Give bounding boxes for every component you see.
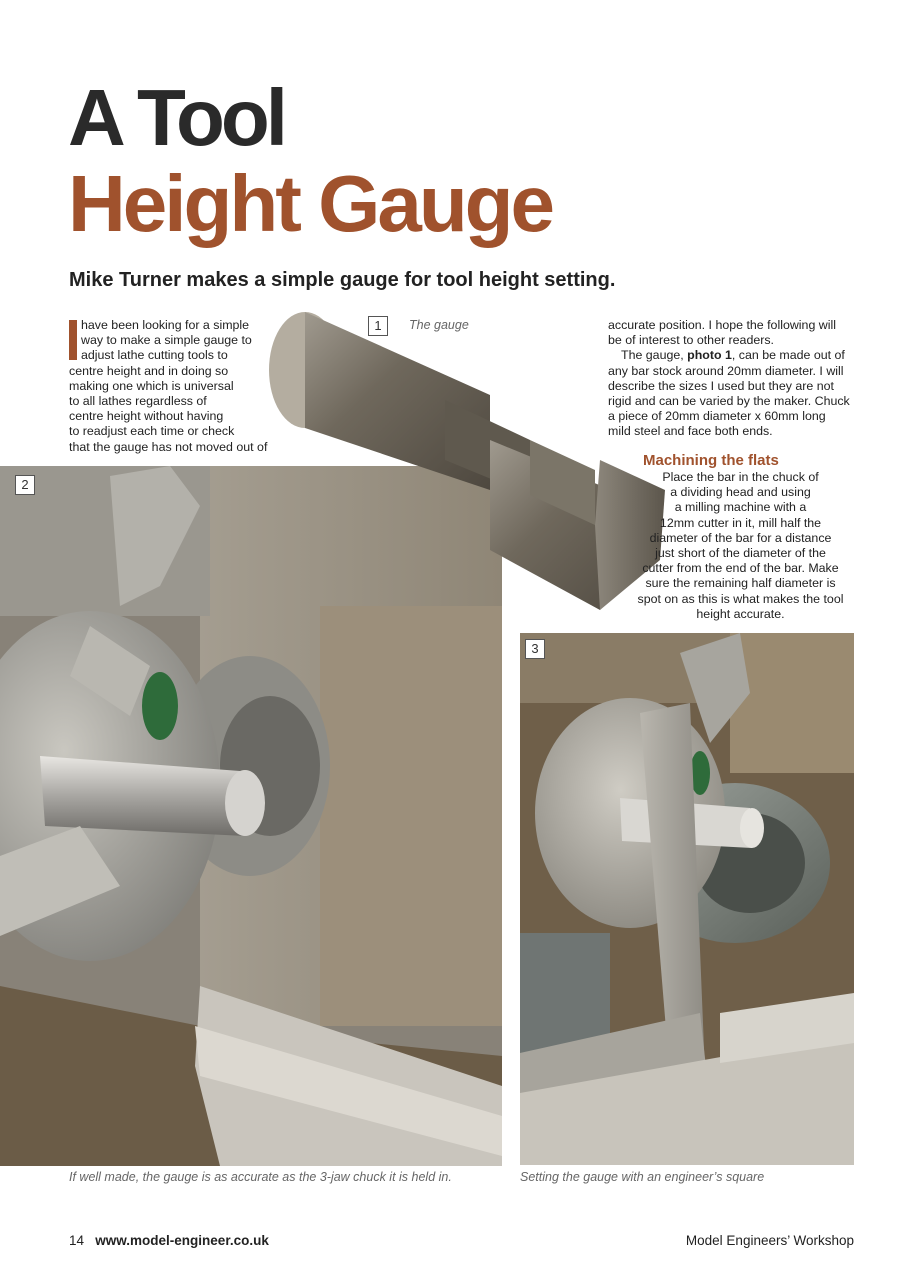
photo-engineers-square bbox=[520, 633, 854, 1165]
body-text: The gauge, bbox=[621, 348, 688, 363]
body-line: any bar stock around 20mm diameter. I will bbox=[608, 363, 844, 378]
photo-2-caption: If well made, the gauge is as accurate as the 3-jaw chuck it is held in. bbox=[69, 1170, 452, 1184]
title-line-1: A Tool bbox=[68, 73, 284, 162]
machining-line: Place the bar in the chuck of bbox=[662, 470, 819, 484]
body-line: accurate position. I hope the following will bbox=[608, 318, 836, 332]
footer-left bbox=[69, 1233, 269, 1248]
intro-line: centre height and in doing so bbox=[69, 363, 229, 378]
intro-line: making one which is universal bbox=[69, 378, 234, 393]
photo-2-number: 2 bbox=[15, 475, 35, 495]
photo-3-number: 3 bbox=[525, 639, 545, 659]
body-line: a piece of 20mm diameter x 60mm long bbox=[608, 409, 826, 424]
photo-1-number: 1 bbox=[368, 316, 388, 336]
intro-column bbox=[69, 318, 284, 455]
body-line: rigid and can be varied by the maker. Chuck bbox=[608, 394, 850, 409]
body-line-photo-ref bbox=[608, 348, 858, 363]
drop-cap bbox=[69, 320, 77, 360]
photo-reference: photo 1 bbox=[687, 348, 732, 363]
photo-3-caption: Setting the gauge with an engineer’s square bbox=[520, 1170, 765, 1184]
machining-line: height accurate. bbox=[696, 606, 785, 621]
footer-website: www.model-engineer.co.uk bbox=[95, 1233, 269, 1248]
machining-line: a dividing head and using bbox=[670, 485, 811, 500]
machining-line: diameter of the bar for a distance bbox=[649, 530, 832, 545]
intro-line: centre height without having bbox=[69, 409, 224, 424]
machining-text bbox=[623, 470, 858, 622]
page-number: 14 bbox=[69, 1233, 85, 1248]
machining-line: cutter from the end of the bar. Make bbox=[642, 561, 839, 576]
footer-magazine: Model Engineers’ Workshop bbox=[685, 1233, 854, 1248]
right-column bbox=[608, 318, 858, 440]
photo-3-illustration bbox=[520, 633, 854, 1165]
photo-1-caption: The gauge bbox=[409, 318, 469, 332]
body-line: mild steel and face both ends. bbox=[608, 424, 773, 439]
body-line: describe the sizes I used but they are not bbox=[608, 378, 834, 393]
body-line: be of interest to other readers. bbox=[608, 333, 774, 348]
intro-line: adjust lathe cutting tools to bbox=[81, 348, 228, 363]
title-line-2: Height Gauge bbox=[68, 159, 553, 248]
intro-line: have been looking for a simple bbox=[81, 318, 250, 332]
intro-line: that the gauge has not moved out of bbox=[69, 439, 268, 454]
body-text: , can be made out of bbox=[731, 348, 845, 363]
machining-line: 12mm cutter in it, mill half the bbox=[659, 515, 822, 530]
subtitle: Mike Turner makes a simple gauge for tool height setting. bbox=[69, 269, 616, 291]
intro-line: way to make a simple gauge to bbox=[81, 333, 252, 348]
machining-line: sure the remaining half diameter is bbox=[645, 576, 836, 591]
machining-line: just short of the diameter of the bbox=[655, 546, 826, 561]
intro-line: to all lathes regardless of bbox=[69, 394, 207, 409]
intro-line: to readjust each time or check bbox=[69, 424, 235, 439]
machining-line: spot on as this is what makes the tool bbox=[637, 591, 844, 606]
machining-line: a milling machine with a bbox=[674, 500, 807, 515]
section-heading: Machining the flats bbox=[643, 452, 779, 469]
